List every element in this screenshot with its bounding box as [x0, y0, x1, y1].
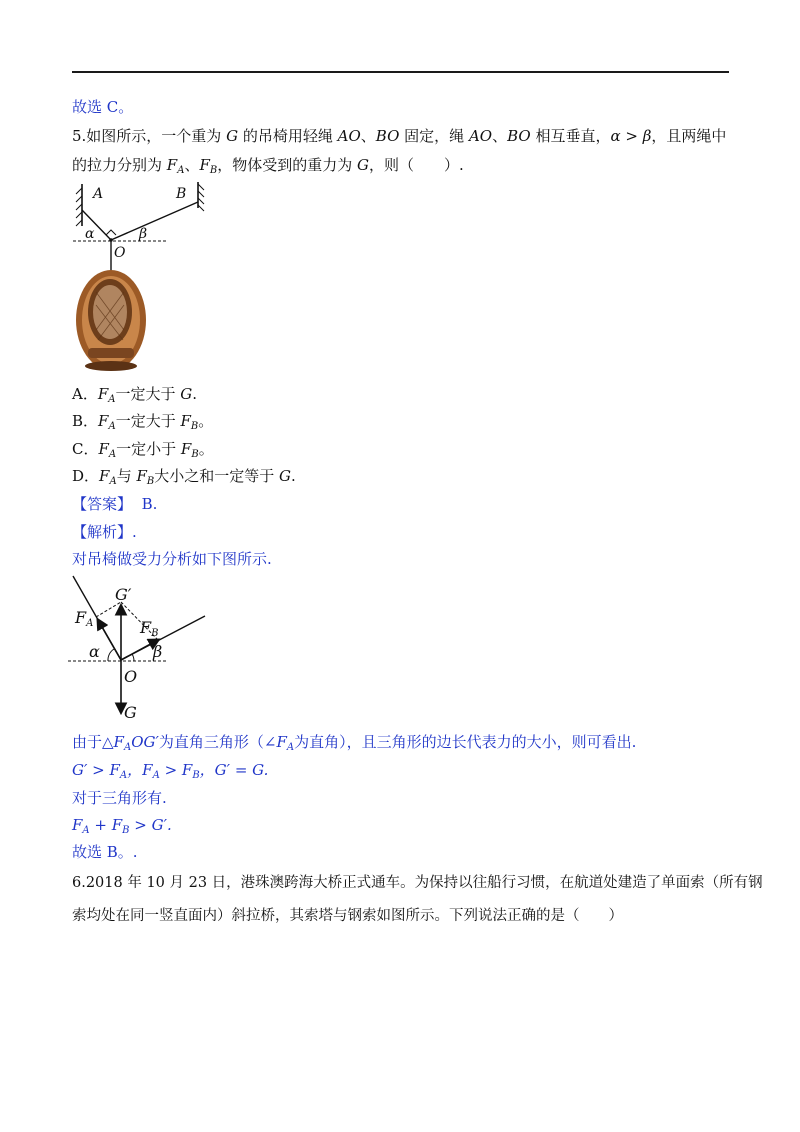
- fig2-label-fb: $F_B$: [140, 618, 159, 639]
- q5-line2: 的拉力分别为 $F_A$、$F_B$，物体受到的重力为 G，则（ ）.: [72, 156, 464, 176]
- hanging-chair-figure: [68, 180, 218, 375]
- fig1-label-beta: β: [139, 226, 148, 242]
- fig2-label-gprime: G′: [115, 585, 132, 604]
- q5-line1: 5.如图所示，一个重为 G 的吊椅用轻绳 AO、BO 固定，绳 AO、BO 相互垂直，α > β，且两绳中: [72, 127, 727, 145]
- fig1-label-b: B: [176, 186, 187, 202]
- fig2-label-alpha: α: [89, 642, 100, 661]
- q6-line2: 索均处在同一竖直面内）斜拉桥，其索塔与钢索如图所示。下列说法正确的是（ ）: [72, 908, 623, 924]
- fig2-label-g: G: [124, 703, 137, 722]
- fig1-label-o: O: [114, 245, 126, 261]
- q6-line1: 6.2018 年 10 月 23 日，港珠澳跨海大桥正式通车。为保持以往船行习惯，在航道处建造了单面索（所有钢: [72, 875, 763, 891]
- analysis-line1: 由于$\triangle F_AOG'$为直角三角形（$\angle F_A$为直角），且三角形的边长代表力的大小，则可看出.: [72, 733, 637, 753]
- option-b: B．$F_A$一定大于 $F_B$。: [72, 412, 214, 432]
- answer-line: 【答案】 B.: [72, 495, 158, 513]
- analysis-label: 【解析】.: [72, 523, 137, 541]
- fig1-label-alpha: α: [85, 226, 95, 242]
- analysis-line4: $F_A + F_B > G'$.: [72, 816, 172, 836]
- header-rule: [72, 71, 729, 73]
- analysis-line3: 对于三角形有.: [72, 789, 167, 807]
- option-c: C．$F_A$一定小于 $F_B$。: [72, 440, 214, 460]
- fig1-label-a: A: [93, 186, 104, 202]
- fig2-label-fa: $F_A$: [75, 608, 94, 629]
- fig2-label-beta: β: [153, 642, 163, 661]
- prev-answer: 故选 C。: [72, 98, 134, 116]
- analysis-line2: $G' > F_A$，$F_A > F_B$，G′ = G.: [72, 761, 269, 781]
- fig2-label-o: O: [124, 667, 138, 686]
- option-d: D．$F_A$与 $F_B$大小之和一定等于 G.: [72, 467, 296, 487]
- option-a: A．$F_A$一定大于 G.: [72, 385, 198, 405]
- analysis-final: 故选 B。.: [72, 843, 138, 861]
- analysis-intro: 对吊椅做受力分析如下图所示.: [72, 550, 272, 568]
